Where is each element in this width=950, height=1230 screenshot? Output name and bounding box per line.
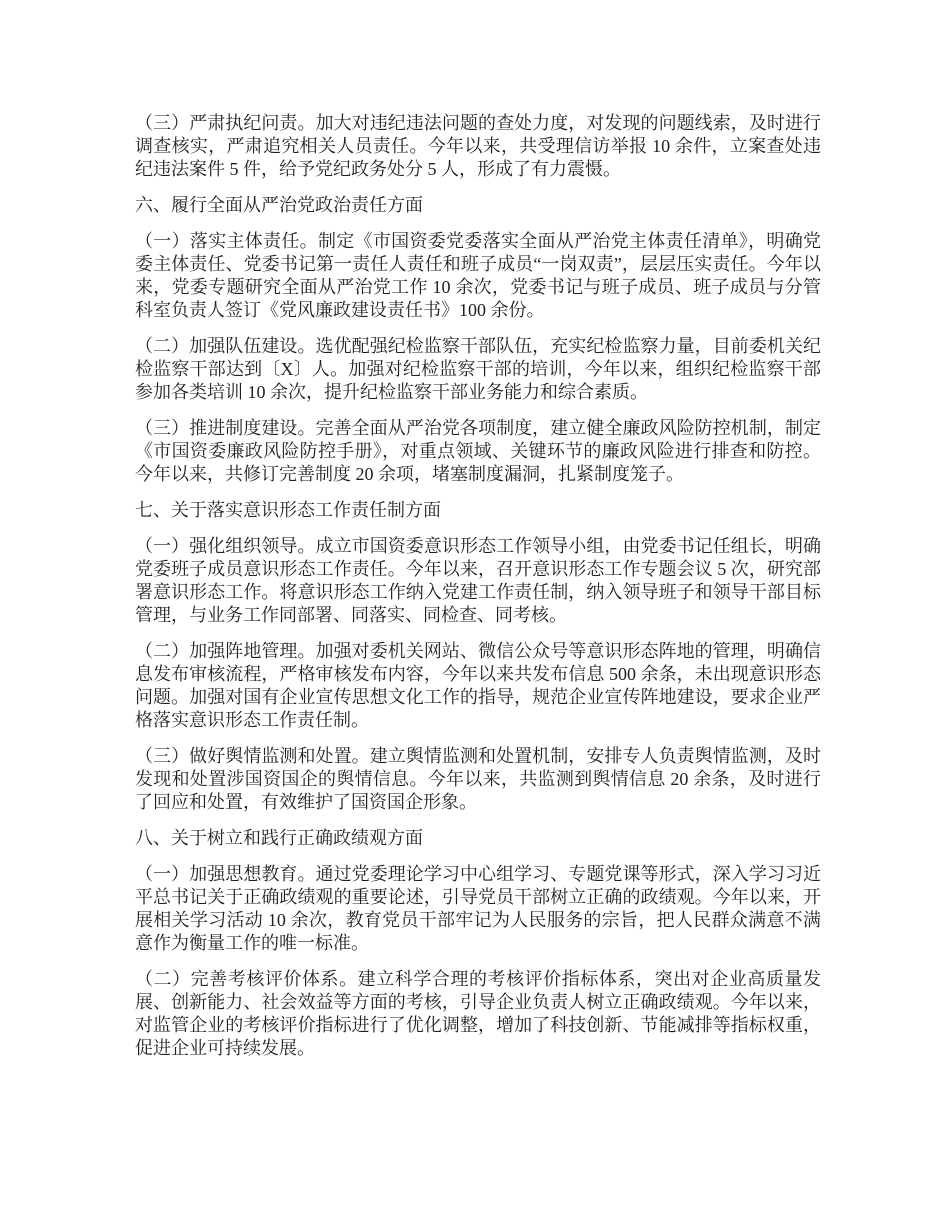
section-heading: 八、关于树立和践行正确政绩观方面 — [135, 828, 423, 848]
paragraph: （一）加强思想教育。通过党委理论学习中心组学习、专题党课等形式，深入学习习近平总书记关于正确政绩观的重要论述，引导党员干部树立正确的政绩观。今年以来，开展相关学习活动 10 余次，教育党员干部牢记为人民服务的宗旨，把人民群众满意不满意作为衡量工作的唯一标准。 — [135, 864, 821, 953]
paragraph: （二）加强阵地管理。加强对委机关网站、微信公众号等意识形态阵地的管理，明确信息发布审核流程，严格审核发布内容，今年以来共发布信息 500 余条，未出现意识形态问题。加强对国有企业宣传思想文化工作的指导，规范企业宣传阵地建设，要求企业严格落实意识形态工作责任制。 — [135, 641, 821, 730]
paragraph: （三）严肃执纪问责。加大对违纪违法问题的查处力度，对发现的问题线索，及时进行调查核实，严肃追究相关人员责任。今年以来，共受理信访举报 10 余件，立案查处违纪违法案件 5 件，给予党纪政务处分 5 人，形成了有力震慑。 — [135, 113, 821, 179]
section-heading: 六、履行全面从严治党政治责任方面 — [135, 195, 423, 215]
paragraph: （三）推进制度建设。完善全面从严治党各项制度，建立健全廉政风险防控机制，制定《市国资委廉政风险防控手册》，对重点领域、关键环节的廉政风险进行排查和防控。今年以来，共修订完善制度 20 余项，堵塞制度漏洞，扎紧制度笼子。 — [135, 418, 821, 484]
paragraph: （一）落实主体责任。制定《市国资委党委落实全面从严治党主体责任清单》，明确党委主体责任、党委书记第一责任人责任和班子成员“一岗双责”，层层压实责任。今年以来，党委专题研究全面从严治党工作 10 余次，党委书记与班子成员、班子成员与分管科室负责人签订《党风廉政建设责任书》100 余份。 — [135, 231, 821, 320]
section-heading: 七、关于落实意识形态工作责任制方面 — [135, 500, 441, 520]
paragraph: （二）加强队伍建设。选优配强纪检监察干部队伍，充实纪检监察力量，目前委机关纪检监察干部达到〔X〕人。加强对纪检监察干部的培训，今年以来，组织纪检监察干部参加各类培训 10 余次，提升纪检监察干部业务能力和综合素质。 — [135, 336, 821, 402]
paragraph: （一）强化组织领导。成立市国资委意识形态工作领导小组，由党委书记任组长，明确党委班子成员意识形态工作责任。今年以来，召开意识形态工作专题会议 5 次，研究部署意识形态工作。将意识形态工作纳入党建工作责任制，纳入领导班子和领导干部目标管理，与业务工作同部署、同落实、同检查、同考核。 — [135, 536, 821, 625]
paragraph: （二）完善考核评价体系。建立科学合理的考核评价指标体系，突出对企业高质量发展、创新能力、社会效益等方面的考核，引导企业负责人树立正确政绩观。今年以来，对监管企业的考核评价指标进行了优化调整，增加了科技创新、节能减排等指标权重，促进企业可持续发展。 — [135, 969, 821, 1058]
document-body — [135, 112, 821, 1073]
paragraph: （三）做好舆情监测和处置。建立舆情监测和处置机制，安排专人负责舆情监测，及时发现和处置涉国资国企的舆情信息。今年以来，共监测到舆情信息 20 余条，及时进行了回应和处置，有效维护了国资国企形象。 — [135, 746, 821, 812]
